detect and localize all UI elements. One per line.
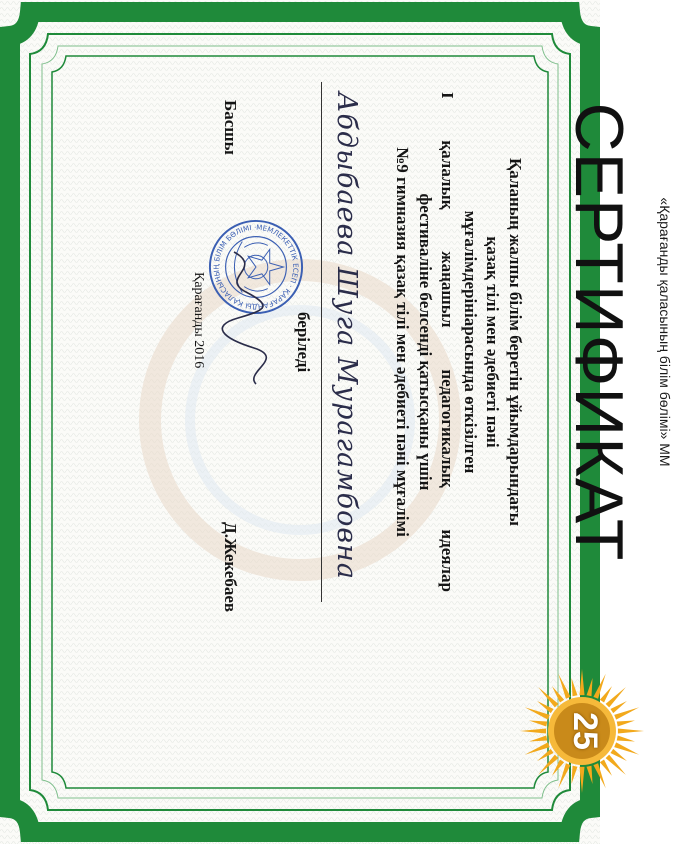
sun-ray (520, 728, 546, 733)
svg-text:МЕМЛЕКЕТТІК ЕСЕП · ҚАРАҒАНДЫ Қ: МЕМЛЕКЕТТІК ЕСЕП · ҚАРАҒАНДЫ ҚАЛАСЫНЫҢ БІЛІМ БӨЛІМІ · (211, 222, 301, 312)
sun-ray (587, 678, 593, 696)
sun-ray (579, 767, 584, 793)
sun-ray (617, 736, 635, 742)
issued-label: беріледі (294, 312, 313, 373)
sun-ray (529, 720, 547, 726)
anniversary-number: 25 (566, 712, 604, 750)
sun-ray (525, 742, 550, 754)
sun-ray (558, 763, 570, 788)
recipient-block (294, 82, 362, 602)
sun-ray (593, 763, 605, 788)
body-line: №9 гимназия қазақ тілі мен әдебиеті пәні мұғалімі (393, 147, 413, 537)
head-name: Д.Жекебаев (221, 522, 240, 613)
sun-ray (617, 720, 635, 726)
sun-ray (587, 766, 593, 784)
recipient-handwritten-name: Абдыбаева Шуга Мурагамбовна (331, 92, 362, 580)
body-line: фестиваліне белсенді қатысқаны үшін (416, 193, 435, 491)
sun-ray (618, 728, 644, 733)
body-line: мұғалімдерінiарасында өткізілген (461, 210, 480, 474)
certificate-content (160, 42, 680, 802)
recipient-underline (321, 82, 322, 602)
sun-ray (571, 766, 577, 784)
sun-ray (571, 678, 577, 696)
head-label: Басшы (221, 100, 240, 155)
body-line: І қалалық жаңашыл педагогикалық идеялар (438, 92, 458, 592)
sun-ray (579, 669, 584, 695)
city-year: Қарағанды 2016 (191, 272, 206, 369)
sun-ray (614, 742, 639, 754)
body-line: Қаланың жалпы білім беретін ұйымдарындағы (506, 157, 525, 527)
signature-scribble-icon (214, 248, 274, 388)
certificate-body (391, 82, 526, 602)
body-line: қазақ тілі мен әдебиеті пәні (483, 236, 503, 448)
certificate-title: СЕРТИФИКАТ (561, 102, 637, 562)
sun-ray (525, 707, 550, 719)
sun-ray (614, 707, 639, 719)
organization-name: «Қарағанды қаласының білім бөлімі» ММ (657, 197, 673, 467)
sun-ray (529, 736, 547, 742)
